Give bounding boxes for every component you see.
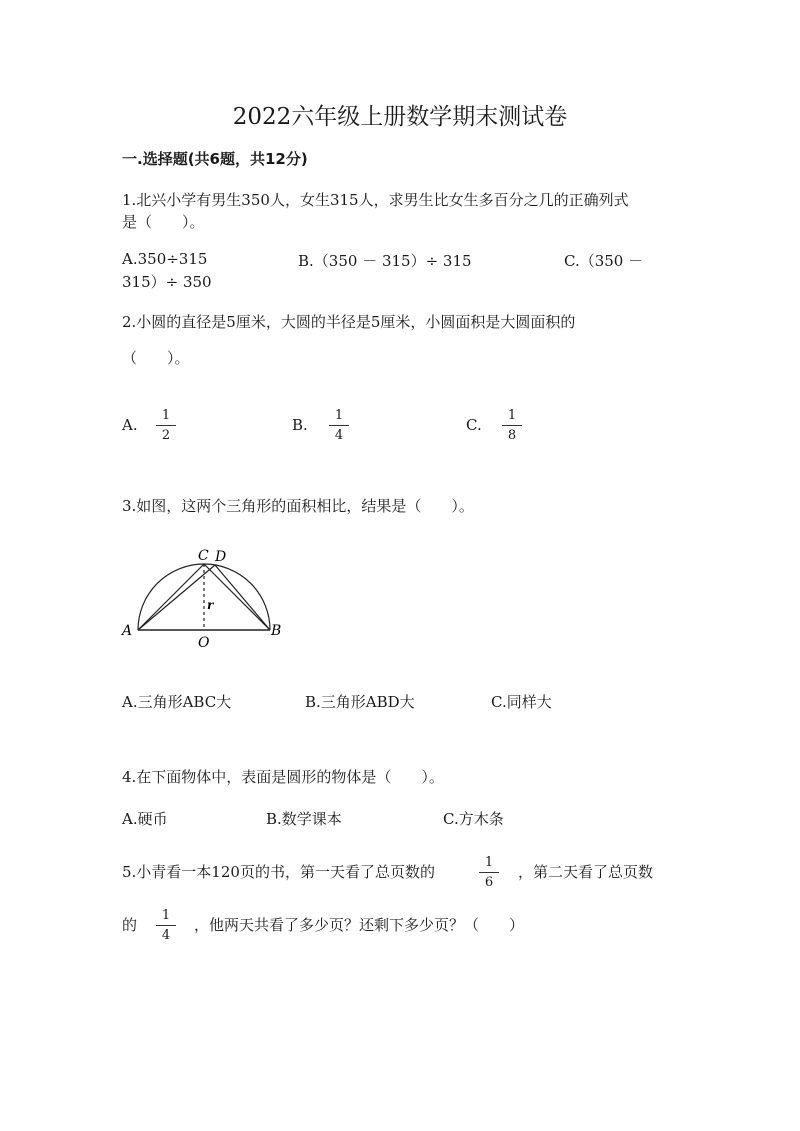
q2-line1: 2.小圆的直径是5厘米，大圆的半径是5厘米，小圆面积是大圆面积的 — [122, 313, 576, 331]
q5-part1: 5.小青看一本120页的书，第一天看了总页数的 — [122, 863, 435, 881]
q5-fraction-1 — [479, 856, 499, 889]
q3-option-b: B.三角形ABD大 — [305, 693, 415, 711]
fraction-numerator: 1 — [161, 408, 171, 423]
fraction-denominator: 8 — [507, 428, 517, 443]
fraction-numerator: 1 — [484, 855, 494, 870]
q1-option-c: C.（350 － — [564, 252, 644, 270]
q2-option-c-fraction — [502, 409, 522, 442]
label-r: r — [207, 598, 214, 612]
fraction-denominator: 2 — [161, 428, 171, 443]
q3-option-c: C.同样大 — [491, 693, 552, 711]
semicircle-triangle-figure — [118, 544, 298, 652]
fraction-denominator: 4 — [161, 928, 171, 943]
q3-line1: 3.如图，这两个三角形的面积相比，结果是（ ）。 — [122, 497, 474, 515]
segment-cb — [204, 564, 270, 630]
q2-option-a-label: A. — [122, 416, 138, 434]
q5-part3: 的 — [122, 916, 138, 934]
label-d: D — [215, 549, 227, 565]
section-heading: 一.选择题(共6题，共12分) — [122, 150, 308, 168]
label-a: A — [122, 623, 133, 639]
q2-option-a-fraction — [156, 409, 176, 442]
q1-option-a: A.350÷315 — [122, 250, 208, 268]
label-o: O — [198, 635, 210, 651]
fraction-bar — [479, 872, 499, 873]
q2-option-b-label: B. — [292, 416, 308, 434]
fraction-bar — [329, 425, 349, 426]
q2-option-b-fraction — [329, 409, 349, 442]
q4-option-a: A.硬币 — [122, 810, 168, 828]
segment-ac — [138, 564, 204, 630]
label-c: C — [198, 548, 209, 564]
fraction-numerator: 1 — [161, 908, 171, 923]
fraction-bar — [156, 925, 176, 926]
q3-option-a: A.三角形ABC大 — [122, 693, 232, 711]
fraction-numerator: 1 — [334, 408, 344, 423]
q4-line1: 4.在下面物体中，表面是圆形的物体是（ ）。 — [122, 768, 444, 786]
fraction-numerator: 1 — [507, 408, 517, 423]
q5-fraction-2 — [156, 909, 176, 942]
q5-part4: ，他两天共看了多少页？还剩下多少页？（ ） — [194, 916, 525, 934]
q2-line2: （ ）。 — [122, 349, 190, 367]
q1-line1: 1.北兴小学有男生350人，女生315人，求男生比女生多百分之几的正确列式 — [122, 191, 629, 209]
label-b: B — [271, 623, 282, 639]
page-title: 2022六年级上册数学期末测试卷 — [232, 104, 568, 130]
q4-option-b: B.数学课本 — [266, 810, 342, 828]
q1-option-b: B.（350 － 315）÷ 315 — [298, 252, 472, 270]
fraction-denominator: 6 — [484, 875, 494, 890]
fraction-bar — [502, 425, 522, 426]
q1-option-c-cont: 315）÷ 350 — [122, 273, 212, 291]
q2-option-c-label: C. — [466, 416, 482, 434]
fraction-bar — [156, 425, 176, 426]
q5-part2: ，第二天看了总页数 — [518, 863, 654, 881]
q4-option-c: C.方木条 — [443, 810, 504, 828]
q1-line2: 是（ ）。 — [122, 213, 205, 231]
fraction-denominator: 4 — [334, 428, 344, 443]
